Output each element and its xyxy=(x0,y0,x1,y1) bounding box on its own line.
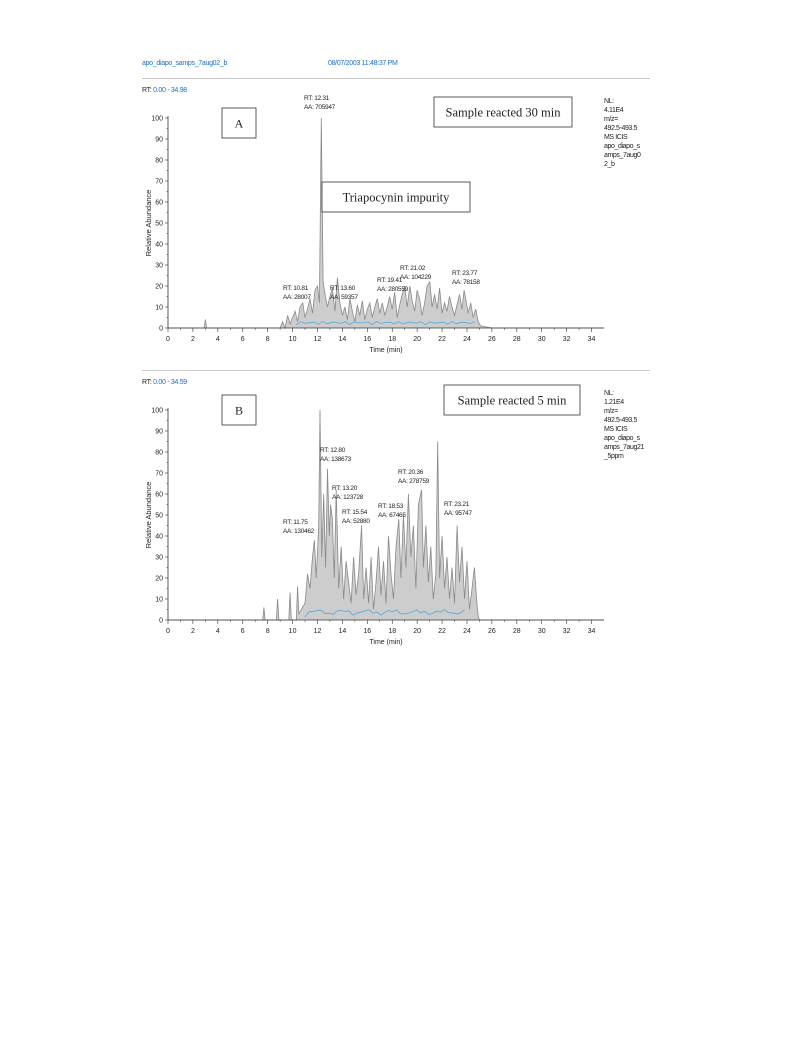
peak-rt-label-a: RT: 12.31 xyxy=(304,95,330,102)
peak-aa-label-b: AA: 67465 xyxy=(378,512,406,519)
y-tick-label-b: 80 xyxy=(155,449,163,457)
x-tick-label-a: 4 xyxy=(215,336,220,343)
peak-rt-label-b: RT: 15.54 xyxy=(342,509,368,516)
peak-rt-label-b: RT: 13.20 xyxy=(332,485,358,492)
x-tick-label-a: 2 xyxy=(190,336,195,343)
y-tick-label-a: 30 xyxy=(155,262,163,270)
y-tick-label-b: 20 xyxy=(155,575,163,583)
peak-aa-label-b: AA: 123728 xyxy=(332,494,363,501)
panel-b-info: NL: 1.21E4 m/z= 492.5-493.5 MS ICIS apo_diapo_s amps_7aug21 _5ppm xyxy=(604,390,644,460)
x-tick-label-b: 10 xyxy=(288,628,297,635)
panel-b-rt-value: 0.00 - 34.59 xyxy=(153,379,187,386)
x-tick-label-a: 6 xyxy=(240,336,245,343)
panel-letter-a: A xyxy=(234,116,244,131)
peak-rt-label-b: RT: 18.53 xyxy=(378,503,404,510)
y-tick-label-b: 50 xyxy=(155,512,163,520)
x-axis-label-a: Time (min) xyxy=(369,347,403,354)
peak-aa-label-b: AA: 278759 xyxy=(398,478,429,485)
peak-rt-label-b: RT: 23.21 xyxy=(444,501,470,508)
y-tick-label-b: 100 xyxy=(151,407,163,415)
peak-rt-label-a: RT: 13.60 xyxy=(330,285,356,292)
peak-rt-label-b: RT: 11.75 xyxy=(283,519,308,526)
x-tick-label-b: 8 xyxy=(265,628,270,635)
sample-label-b: Sample reacted 5 min xyxy=(457,393,567,408)
x-tick-label-a: 22 xyxy=(438,336,446,343)
y-tick-label-a: 60 xyxy=(155,199,163,207)
x-tick-label-b: 32 xyxy=(562,628,571,635)
peak-aa-label-b: AA: 95747 xyxy=(444,510,472,517)
x-tick-label-a: 34 xyxy=(587,336,596,343)
x-tick-label-a: 18 xyxy=(388,336,397,343)
peak-aa-label-a: AA: 705947 xyxy=(304,104,335,111)
peak-aa-label-b: AA: 52880 xyxy=(342,518,370,525)
x-tick-label-b: 4 xyxy=(215,628,220,635)
x-tick-label-b: 12 xyxy=(313,628,322,635)
panel-b-rt-prefix: RT: xyxy=(142,379,152,386)
y-tick-label-a: 40 xyxy=(155,241,163,249)
x-tick-label-b: 18 xyxy=(388,628,397,635)
y-axis-label-a: Relative Abundance xyxy=(144,189,153,257)
panel-a-rt-prefix: RT: xyxy=(142,87,152,94)
x-tick-label-b: 6 xyxy=(240,628,245,635)
x-tick-label-b: 22 xyxy=(438,628,446,635)
x-tick-label-a: 26 xyxy=(487,336,496,343)
x-tick-label-b: 20 xyxy=(413,628,422,635)
x-tick-label-a: 8 xyxy=(265,336,270,343)
panel-a-info: NL: 4.11E4 m/z= 492.5-493.5 MS ICIS apo_diapo_s amps_7aug0 2_b xyxy=(604,98,641,168)
y-tick-label-a: 80 xyxy=(155,157,163,165)
peak-rt-label-a: RT: 19.41 xyxy=(377,277,403,284)
x-tick-label-b: 0 xyxy=(166,628,170,635)
y-tick-label-a: 20 xyxy=(155,283,163,291)
x-tick-label-b: 28 xyxy=(512,628,521,635)
y-axis-label-b: Relative Abundance xyxy=(144,481,153,549)
peak-aa-label-b: AA: 130462 xyxy=(283,528,314,535)
x-tick-label-b: 30 xyxy=(537,628,546,635)
peak-aa-label-a: AA: 28007 xyxy=(283,294,311,301)
x-tick-label-a: 16 xyxy=(363,336,372,343)
x-tick-label-b: 26 xyxy=(487,628,496,635)
x-tick-label-a: 24 xyxy=(463,336,471,343)
y-tick-label-b: 0 xyxy=(159,617,163,625)
y-tick-label-b: 90 xyxy=(155,428,163,436)
x-tick-label-b: 16 xyxy=(363,628,372,635)
y-tick-label-b: 10 xyxy=(155,596,163,604)
peak-rt-label-a: RT: 21.02 xyxy=(400,265,426,272)
x-tick-label-b: 2 xyxy=(190,628,195,635)
y-tick-label-a: 50 xyxy=(155,220,163,228)
x-tick-label-a: 28 xyxy=(512,336,521,343)
y-tick-label-a: 100 xyxy=(151,115,163,123)
x-tick-label-b: 34 xyxy=(587,628,596,635)
y-tick-label-a: 0 xyxy=(159,325,163,333)
header-file-name[interactable]: apo_diapo_samps_7aug02_b xyxy=(142,60,228,67)
peak-rt-label-b: RT: 20.36 xyxy=(398,469,424,476)
peak-rt-label-a: RT: 23.77 xyxy=(452,270,478,277)
x-tick-label-a: 10 xyxy=(288,336,297,343)
y-tick-label-b: 30 xyxy=(155,554,163,562)
x-tick-label-a: 0 xyxy=(166,336,170,343)
x-tick-label-a: 14 xyxy=(338,336,347,343)
panel-a-rt-value: 0.00 - 34.98 xyxy=(153,87,187,94)
peak-aa-label-a: AA: 59357 xyxy=(330,294,358,301)
y-tick-label-b: 60 xyxy=(155,491,163,499)
x-tick-label-b: 24 xyxy=(463,628,471,635)
x-tick-label-a: 30 xyxy=(537,336,546,343)
y-tick-label-a: 10 xyxy=(155,304,163,312)
x-tick-label-b: 14 xyxy=(338,628,347,635)
y-tick-label-a: 70 xyxy=(155,178,163,186)
header-timestamp: 08/07/2003 11:48:37 PM xyxy=(328,60,398,67)
x-axis-label-b: Time (min) xyxy=(369,639,403,646)
peak-aa-label-a: AA: 78158 xyxy=(452,279,480,286)
x-tick-label-a: 12 xyxy=(313,336,322,343)
annotation-text-a: Triapocynin impurity xyxy=(342,190,450,205)
peak-rt-label-a: RT: 10.81 xyxy=(283,285,309,292)
peak-rt-label-b: RT: 12.80 xyxy=(320,447,346,454)
y-tick-label-a: 90 xyxy=(155,136,163,144)
peak-aa-label-b: AA: 138673 xyxy=(320,456,351,463)
x-tick-label-a: 32 xyxy=(562,336,571,343)
panel-letter-b: B xyxy=(234,403,244,418)
peak-aa-label-a: AA: 104229 xyxy=(400,274,431,281)
y-tick-label-b: 70 xyxy=(155,470,163,478)
sample-label-a: Sample reacted 30 min xyxy=(445,105,561,120)
y-tick-label-b: 40 xyxy=(155,533,163,541)
peak-aa-label-a: AA: 280559 xyxy=(377,286,408,293)
x-tick-label-a: 20 xyxy=(413,336,422,343)
